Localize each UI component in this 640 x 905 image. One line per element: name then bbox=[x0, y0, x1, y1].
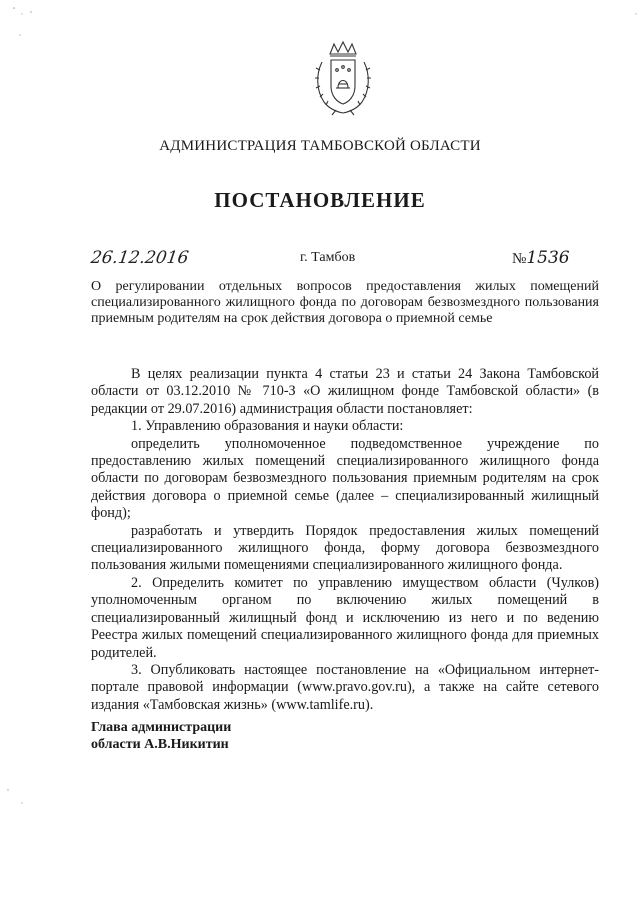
number-value: 1536 bbox=[526, 248, 570, 268]
document-city: г. Тамбов bbox=[300, 250, 356, 265]
signature-line-1: Глава администрации bbox=[91, 720, 232, 735]
paragraph-item-1-determine: определить уполномоченное подведомственное учреждение по предоставлению жилых помещений специализированного жилищного фонда области по договорам безвозмездного пользования приемным родителям на срок действия договора о приемной семье (далее – специализированный жилищный фонд); bbox=[91, 435, 599, 522]
signature-block bbox=[91, 719, 231, 753]
number-label: № bbox=[512, 251, 527, 267]
paragraph-item-1-develop: разработать и утвердить Порядок предоставления жилых помещений специализированного жилищного фонда, форму договора безвозмездного пользования жилыми помещениями специализированного жилищного фонда. bbox=[91, 522, 599, 574]
paragraph-item-3: 3. Опубликовать настоящее постановление на «Официальном интернет-портале правовой информации (www.pravo.gov.ru), а также на сайте сетевого издания «Тамбовская жизнь» (www.tamlife.ru). bbox=[91, 661, 599, 713]
coat-of-arms-icon bbox=[312, 40, 374, 116]
paragraph-item-1: 1. Управлению образования и науки области: bbox=[131, 418, 404, 435]
document-number bbox=[512, 248, 570, 268]
document-type-heading: ПОСТАНОВЛЕНИЕ bbox=[214, 188, 426, 212]
signature-line-2: области А.В.Никитин bbox=[91, 737, 229, 752]
document-date: 26.12.2016 bbox=[89, 248, 190, 268]
document-subject: О регулировании отдельных вопросов предоставления жилых помещений специализированного жилищного фонда по договорам безвозмездного пользования приемным родителям на срок действия договора о приемной семье bbox=[91, 279, 599, 326]
document-body bbox=[91, 366, 599, 714]
organization-title: АДМИНИСТРАЦИЯ ТАМБОВСКОЙ ОБЛАСТИ bbox=[159, 138, 481, 154]
paragraph-preamble: В целях реализации пункта 4 статьи 23 и статьи 24 Закона Тамбовской области от 03.12.2010 № 710-З «О жилищном фонде Тамбовской области» (в редакции от 29.07.2016) администрация области постановляет: bbox=[91, 366, 599, 417]
paragraph-item-2: 2. Определить комитет по управлению имуществом области (Чулков) уполномоченным органом по включению жилых помещений в специализированный жилищный фонд и исключению из него и по ведению Реестра жилых помещений специализированного жилищного фонда для приемных родителей. bbox=[91, 574, 599, 661]
